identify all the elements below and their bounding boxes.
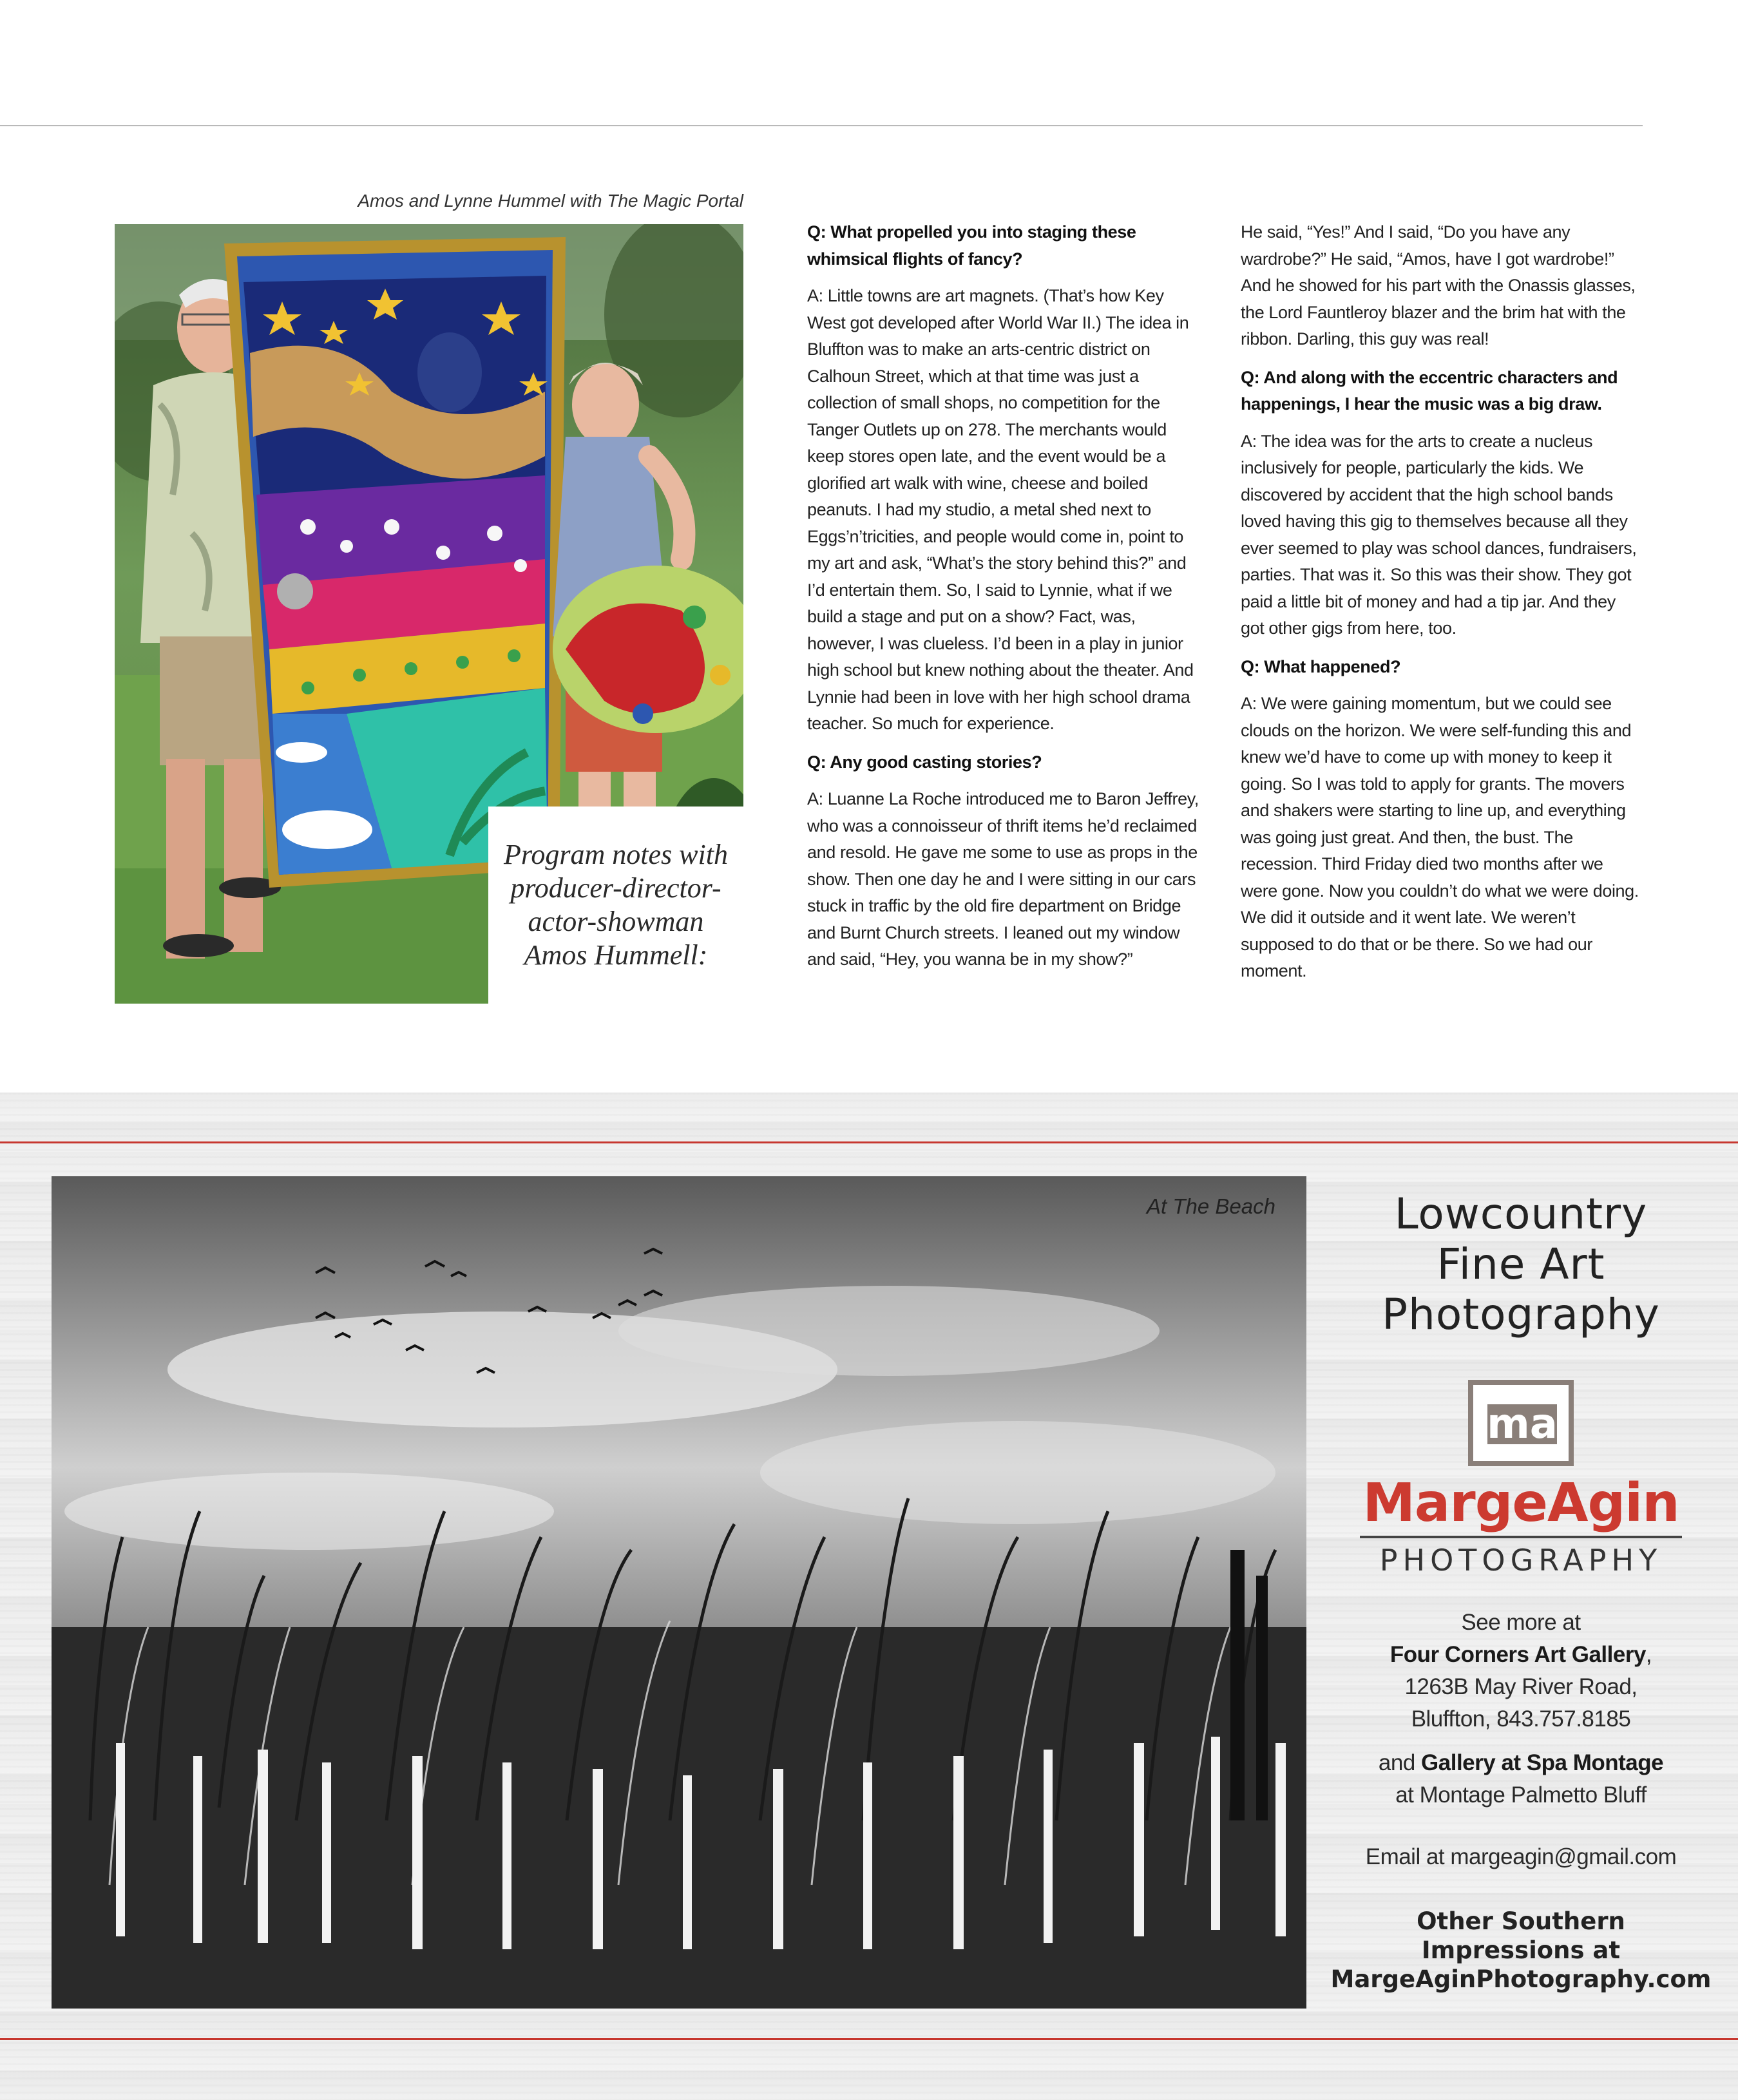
ma-logo-text: ma — [1487, 1400, 1558, 1448]
other-line: Impressions at — [1421, 1936, 1621, 1964]
other-impressions — [1326, 1907, 1716, 1994]
ad-title-line: Lowcountry — [1394, 1189, 1648, 1239]
contact-info — [1326, 1607, 1716, 1873]
answer: A: The idea was for the arts to create a nucleus inclusively for people, particularly the kids. We discovered by accident that the high school bands loved having this gig to themselves because all they ever seemed to play was school dances, fundraisers, parties. That was it. So this was their show. They got paid a little bit of money and had a tip jar. And they got other gigs from here, too. — [1241, 431, 1637, 638]
ma-logo-icon — [1468, 1380, 1574, 1466]
gallery-1-city-phone: Bluffton, 843.757.8185 — [1411, 1706, 1631, 1732]
question: Q: And along with the eccentric characters and happenings, I hear the music was a big draw. — [1241, 367, 1618, 414]
brand-name: MargeAgin — [1362, 1473, 1679, 1534]
gallery-1-address: 1263B May River Road, — [1404, 1674, 1638, 1699]
beach-illustration — [52, 1176, 1306, 2009]
photo-caption: Amos and Lynne Hummel with The Magic Portal — [358, 191, 743, 211]
answer: A: We were gaining momentum, but we could see clouds on the horizon. We were self-funding this and knew we’d have to come up with money to keep it going. So I was told to apply for grants. The movers and shakers were starting to line up, and everything was going just great. And then, the bust. The recession. Third Friday died two months after we were gone. Now you couldn’t do what we were doing. We did it outside and it went late. We weren’t supposed to do that or be there. So we had our moment. — [1241, 694, 1639, 980]
gallery-2-line — [1326, 1747, 1716, 1779]
website-link[interactable]: MargeAginPhotography.com — [1330, 1965, 1712, 1993]
brand-divider — [1360, 1536, 1682, 1538]
question: Q: Any good casting stories? — [807, 752, 1042, 772]
question: Q: What propelled you into staging these whimsical flights of fancy? — [807, 222, 1136, 269]
beach-photo-caption: At The Beach — [1147, 1194, 1275, 1218]
program-notes-box — [488, 807, 743, 1004]
program-notes-line: producer-director- — [510, 872, 721, 904]
email-line: Email at margeagin@gmail.com — [1365, 1844, 1677, 1869]
answer: He said, “Yes!” And I said, “Do you have any wardrobe?” He said, “Amos, have I got wardrobe!” And he showed for his part with the Onassis glasses, the Lord Fauntleroy blazer and the brim hat with the ribbon. Darling, this guy was real! — [1241, 222, 1636, 348]
gallery-2-address: at Montage Palmetto Bluff — [1395, 1782, 1647, 1808]
gallery-1-line — [1326, 1639, 1716, 1671]
ad-info-panel — [1326, 1189, 1716, 1994]
program-notes-line: actor-showman — [528, 906, 704, 937]
beach-photo — [52, 1176, 1306, 2009]
answer: A: Luanne La Roche introduced me to Baron Jeffrey, who was a connoisseur of thrift items he’d reclaimed and resold. He gave me some to use as props in the show. Then one day he and I were sitting in our cars stuck in traffic by the old fire department on Bridge and Burnt Church streets. I leaned out my window and said, “Hey, you wanna be in my show?” — [807, 789, 1199, 969]
ad-title-line: Fine Art — [1437, 1239, 1605, 1289]
and-word: and — [1378, 1750, 1415, 1775]
program-notes-line: Program notes with — [504, 839, 728, 870]
advertisement — [0, 1093, 1738, 2100]
gallery-2-name: Gallery at Spa Montage — [1421, 1750, 1664, 1775]
ad-title-line: Photography — [1382, 1290, 1660, 1339]
answer: A: Little towns are art magnets. (That’s how Key West got developed after World War II.) The idea in Bluffton was to make an arts-centric district on Calhoun Street, which at that time was just a collection of small shops, no competition for the Tanger Outlets up on 278. The merchants would keep stores open late, and the event would be a glorified art walk with wine, cheese and boiled peanuts. I had my studio, a metal shed next to Eggs’n’tricities, and people would come in, point to my art and ask, “What’s the story behind this?” and I’d entertain them. So, I said to Lynnie, what if we build a stage and put on a show? Fact, was, however, I was clueless. I’d been in a play in junior high school but knew nothing about the theater. And Lynnie had been in love with her high school drama teacher. So much for experience. — [807, 286, 1194, 733]
gallery-1-comma: , — [1645, 1642, 1652, 1667]
other-line: Other Southern — [1417, 1907, 1625, 1935]
magic-portal — [224, 237, 566, 888]
article-column-1 — [807, 219, 1201, 985]
article-column-2 — [1241, 219, 1643, 997]
see-more-text: See more at — [1461, 1610, 1581, 1635]
ad-top-rule — [0, 1141, 1738, 1143]
gallery-1-name: Four Corners Art Gallery — [1389, 1642, 1646, 1667]
magic-portal-photo — [115, 224, 743, 1004]
program-notes-line: Amos Hummell: — [524, 939, 708, 971]
ad-bottom-rule — [0, 2038, 1738, 2040]
question: Q: What happened? — [1241, 656, 1401, 676]
brand-subtitle: PHOTOGRAPHY — [1379, 1543, 1663, 1578]
top-rule — [0, 125, 1643, 126]
ad-title — [1326, 1189, 1716, 1340]
